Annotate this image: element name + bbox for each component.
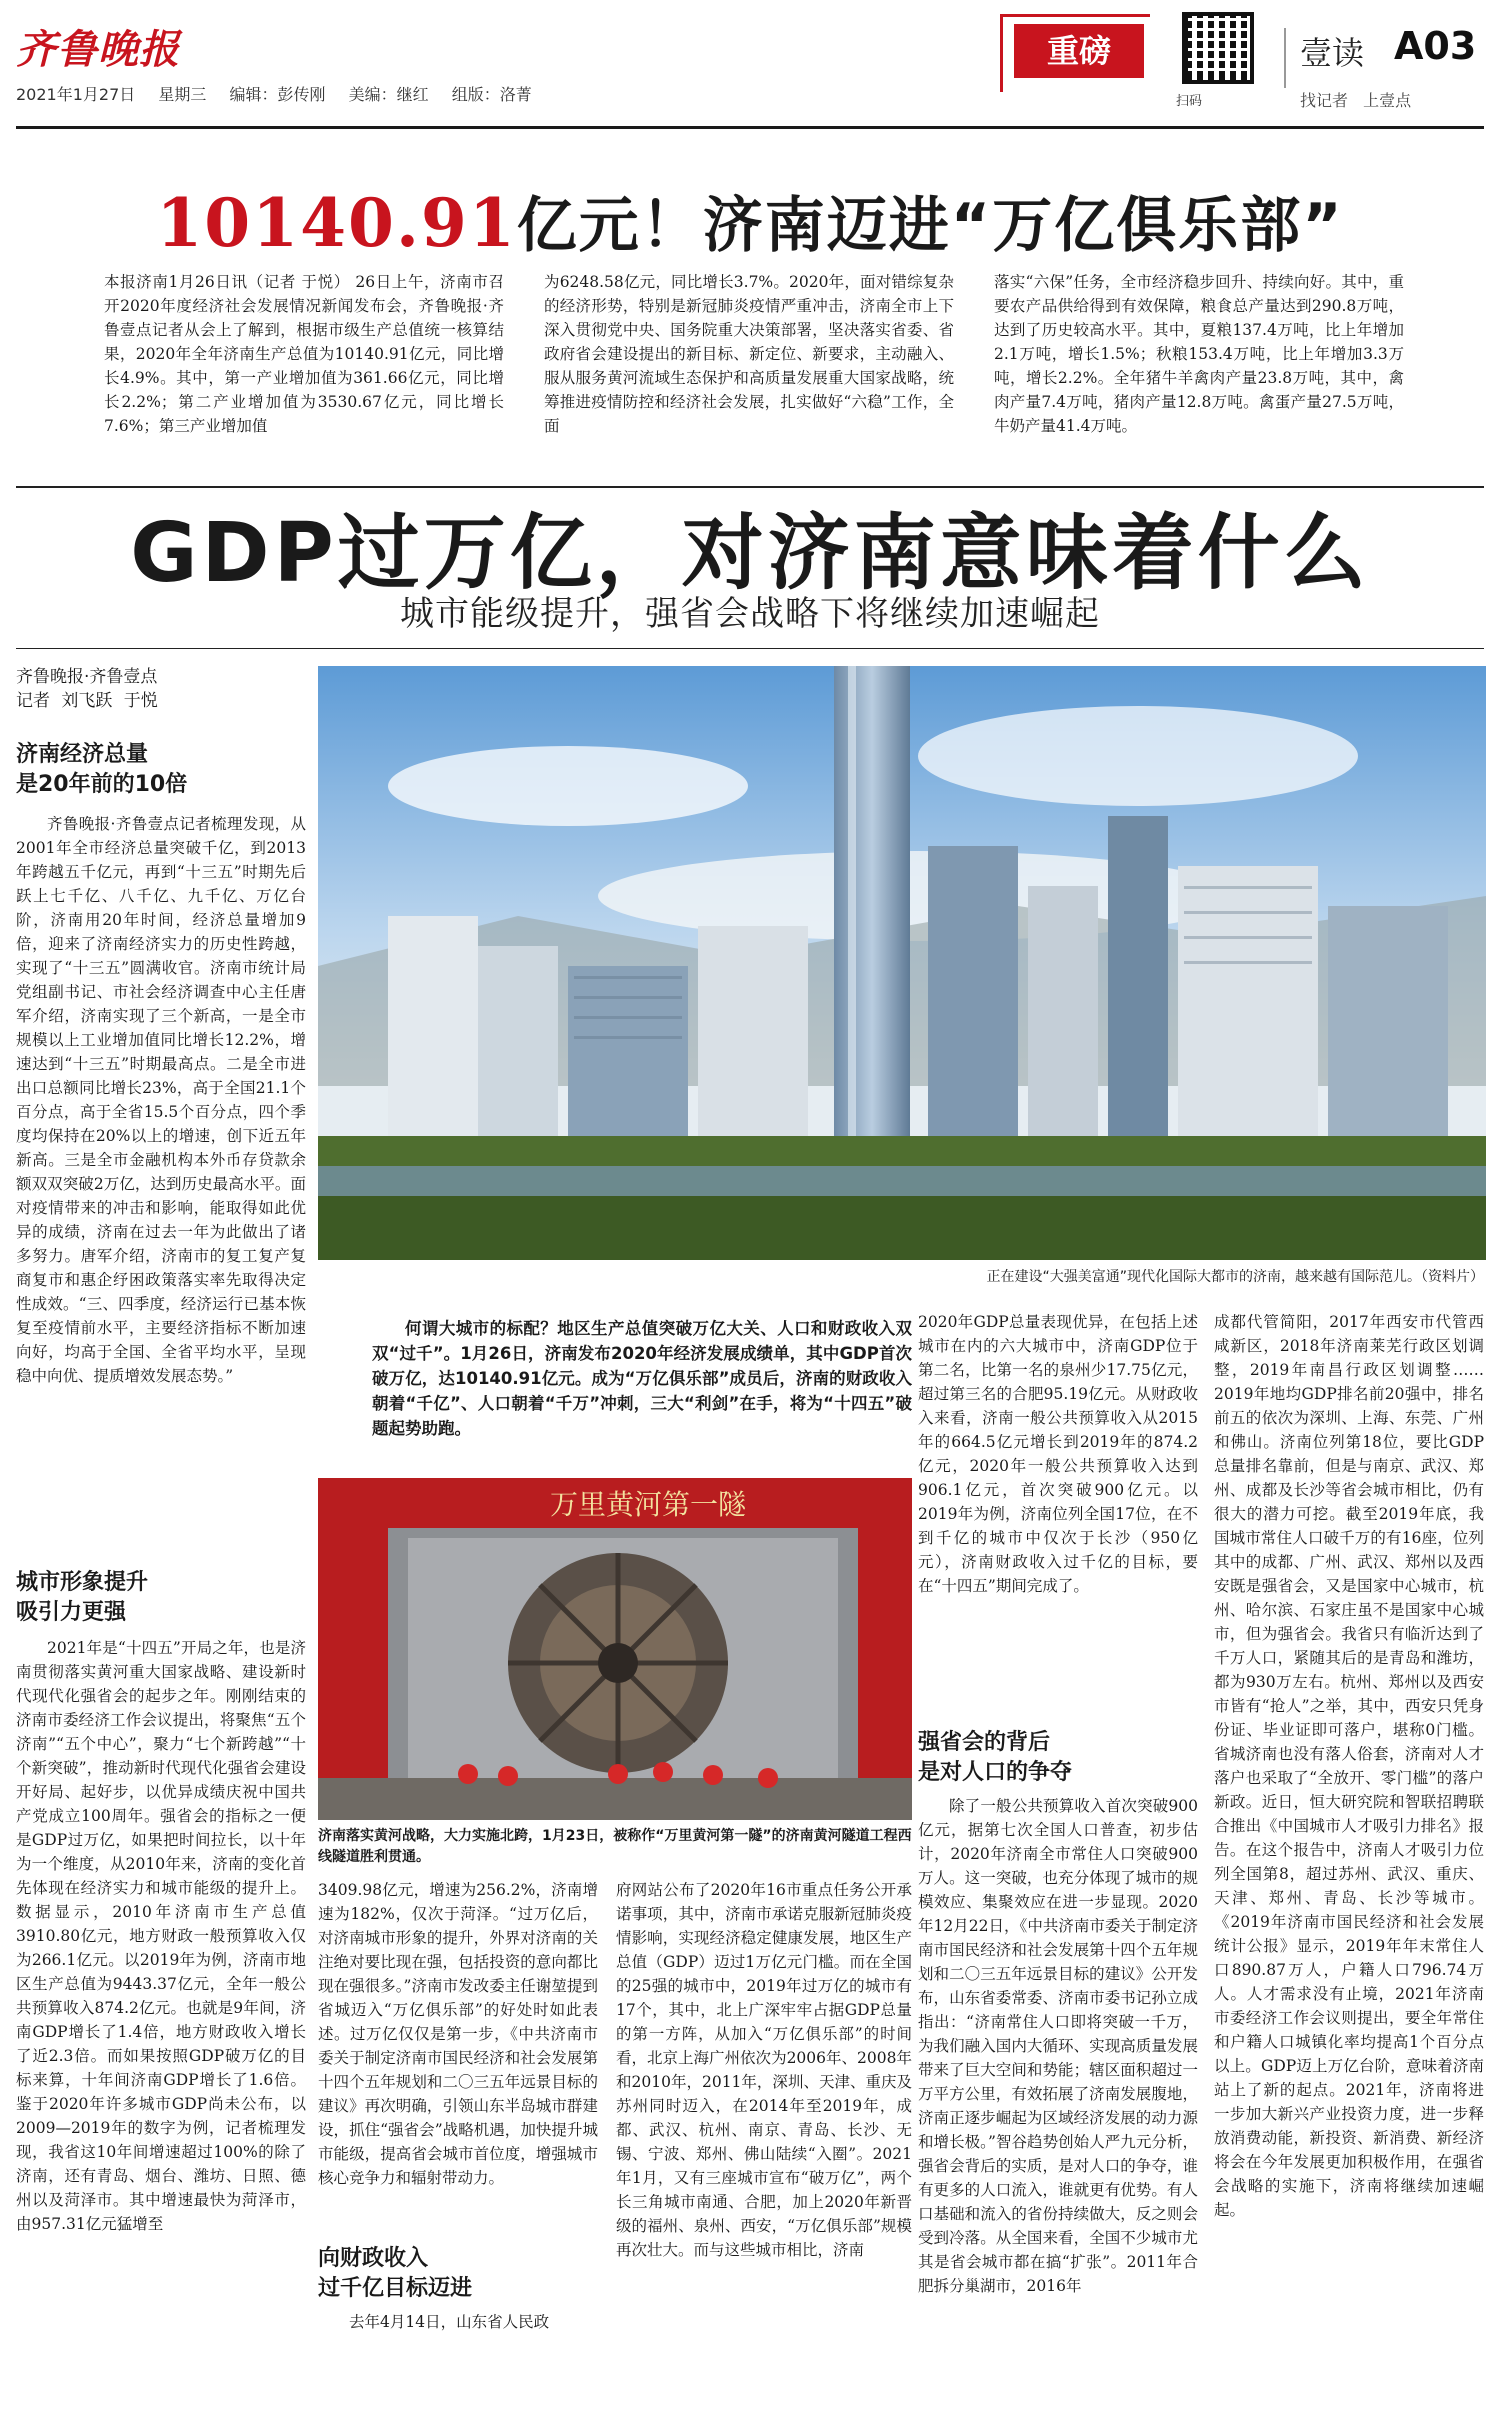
mid-col-tail: 去年4月14日，山东省人民政 (349, 2313, 550, 2331)
story1-headline (0, 178, 1500, 264)
byline-names: 记者 刘飞跃 于悦 (16, 691, 158, 711)
story2-lede: 何谓大城市的标配？地区生产总值突破万亿大关、人口和财政收入双双“过千”。1月26日，济南发布2020年经济发展成绩单，其中GDP首次破万亿，达10140.91亿元。成为“万亿俱乐部”成员后，济南的财政收入朝着“千亿”、人口朝着“千万”冲刺，三大“利剑”在手，将为“十四五”破题起势助跑。 (372, 1319, 912, 1438)
art-credit: 美编：继红 (348, 85, 429, 104)
section-name: 壹读 (1300, 34, 1365, 72)
story1-col1: 本报济南1月26日讯（记者 于悦） 26日上午，济南市召开2020年度经济社会发展情况新闻发布会，齐鲁晚报·齐鲁壹点记者从会上了解到，根据市级生产总值统一核算结果，2020年全年济南生产总值为10140.91亿元，同比增长4.9%。其中，第一产业增加值为361.66亿元，同比增长2.2%；第二产业增加值为3530.67亿元，同比增长7.6%；第三产业增加值 (104, 273, 504, 435)
right-col-text-2: 除了一般公共预算收入首次突破900亿元，据第七次全国人口普查，初步估计，2020年济南全市常住人口突破900万人。这一突破，也充分体现了城市的规模效应、集聚效应在进一步显现。2020年12月22日，《中共济南市委关于制定济南市国民经济和社会发展第十四个五年规划和二〇三五年远景目标的建议》公开发布，山东省委常委、济南市委书记孙立成指出：“济南常住人口即将突破一千万，为我们融入国内大循环、实现高质量发展带来了巨大空间和势能；辖区面积超过一万平方公里，有效拓展了济南发展腹地，济南正逐步崛起为区域经济发展的动力源和增长极。”智谷趋势创始人严九元分析，强省会背后的实质，是对人口的争夺，谁有更多的人口流入，谁就更有优势。有人口基础和流入的省份持续做大，反之则会受到冷落。从全国来看，全国不少城市尤其是省会城市都在搞“扩张”。2011年合肥拆分巢湖市，2016年 (918, 1797, 1198, 2295)
section-tag: 重磅 (1014, 24, 1144, 78)
subhead-divider (16, 648, 1484, 649)
subhead-3: 向财政收入 过千亿目标迈进 (318, 2246, 473, 2301)
story2-subheadline: 城市能级提升，强省会战略下将继续加速崛起 (400, 594, 1100, 634)
subhead-1: 济南经济总量 是20年前的10倍 (16, 742, 188, 797)
headline-number: 10140.91 (156, 184, 517, 262)
byline-org: 齐鲁晚报·齐鲁壹点 (16, 667, 158, 687)
mid-col-text-1: 3409.98亿元，增速为256.2%，济南增速为182%，仅次于菏泽。“过万亿后，对济南城市形象的提升，外界对济南的关注绝对要比现在强，包括投资的意向都比现在强很多。”济南市发改委主任谢堃提到省城迈入“万亿俱乐部”的好处时如此表述。过万亿仅仅是第一步，《中共济南市委关于制定济南市国民经济和社会发展第十四个五年规划和二〇三五年远景目标的建议》再次明确，引领山东半岛城市群建设，抓住“强省会”战略机遇，加快提升城市能级，提高省会城市首位度，增强城市核心竞争力和辐射带动力。 (318, 1881, 598, 2187)
layout-credit: 组版：洛菁 (451, 85, 532, 104)
editor-credit: 编辑：彭传刚 (229, 85, 326, 104)
photo2-caption: 济南落实黄河战略，大力实施北跨，1月23日，被称作“万里黄河第一隧”的济南黄河隧道工程西线隧道胜利贯通。 (318, 1828, 912, 1865)
qr-caption: 扫码 (1176, 94, 1203, 109)
newspaper-logo: 齐鲁晚报 (16, 26, 180, 73)
photo1-caption: 正在建设“大强美富通”现代化国际大都市的济南，越来越有国际范儿。（资料片） (986, 1269, 1484, 1285)
reporter-credit: 找记者 上壹点 (1300, 91, 1412, 110)
issue-date: 2021年1月27日 (16, 85, 136, 104)
headline-text: 亿元！济南迈进“万亿俱乐部” (516, 191, 1344, 261)
right-col-text-3: 成都代管简阳，2017年西安市代管西咸新区，2018年济南莱芜行政区划调整，2019年南昌行政区划调整……2019年地均GDP排名前20强中，排名前五的依次为深圳、上海、东莞、广州和佛山。济南位列第18位，要比GDP总量排名靠前，但是与南京、武汉、郑州、成都及长沙等省会城市相比，仍有很大的潜力可挖。截至2019年底，我国城市常住人口破千万的有16座，位列其中的成都、广州、武汉、郑州以及西安既是强省会，又是国家中心城市，杭州、哈尔滨、石家庄虽不是国家中心城市，但为强省会。我省只有临沂达到了千万人口，紧随其后的是青岛和潍坊，都为930万左右。杭州、郑州以及西安市皆有“抢人”之举，其中，西安只凭身份证、毕业证即可落户，堪称0门槛。省城济南也没有落人俗套，济南对人才落户也采取了“全放开、零门槛”的落户新政。近日，恒大研究院和智联招聘联合推出《中国城市人才吸引力排名》报告。在这个报告中，济南人才吸引力位列全国第8，超过苏州、武汉、重庆、天津、郑州、青岛、长沙等城市。《2019年济南市国民经济和社会发展统计公报》显示，2019年年末常住人口890.87万人，户籍人口796.74万人。人才需求没有止境，2021年济南市委经济工作会议则提出，要全年常住和户籍人口城镇化率均提高1个百分点以上。GDP迈上万亿台阶，意味着济南站上了新的起点。2021年，济南将进一步加大新兴产业投资力度，进一步释放消费动能，新投资、新消费、新经济将会在今年发展更加积极作用，在强省会战略的实施下，济南将继续加速崛起。 (1214, 1313, 1484, 2219)
header-divider (1284, 28, 1286, 88)
mid-col-text-2: 府网站公布了2020年16市重点任务公开承诺事项，其中，济南市承诺克服新冠肺炎疫情影响，实现经济稳定健康发展，地区生产总值（GDP）迈过1万亿元门槛。而在全国的25强的城市中，2019年过万亿的城市有17个，其中，北上广深牢牢占据GDP总量的第一方阵，从加入“万亿俱乐部”的时间看，北京上海广州依次为2006年、2008年和2010年，2011年，深圳、天津、重庆及苏州同时迈入，在2014年至2019年，成都、武汉、杭州、南京、青岛、长沙、无锡、宁波、郑州、佛山陆续“入圈”。2021年1月，又有三座城市宣布“破万亿”，两个长三角城市南通、合肥，加上2020年新晋级的福州、泉州、西安，“万亿俱乐部”规模再次壮大。而与这些城市相比，济南 (616, 1881, 912, 2259)
skyline-illustration (318, 666, 1486, 1260)
left-col-text-1: 齐鲁晚报·齐鲁壹点记者梳理发现，从2001年全市经济总量突破千亿，到2013年跨越五千亿元，再到“十三五”时期先后跃上七千亿、八千亿、九千亿、万亿台阶，济南用20年时间，经济总量增加9倍，迎来了济南经济实力的历史性跨越，实现了“十三五”圆满收官。济南市统计局党组副书记、市社会经济调查中心主任唐军介绍，济南实现了三个新高，一是全市规模以上工业增加值同比增长12.2%，增速达到“十三五”时期最高点。二是全市进出口总额同比增长23%，高于全国21.1个百分点，高于全省15.5个百分点，四个季度均保持在20%以上的增速，创下近五年新高。三是全市金融机构本外币存贷款余额双双突破2万亿，达到历史最高水平。面对疫情带来的冲击和影响，能取得如此优异的成绩，济南在过去一年为此做出了诸多努力。唐军介绍，济南市的复工复产复商复市和惠企纾困政策落实率先取得决定性成效。“三、四季度，经济运行已基本恢复至疫情前水平，主要经济指标不断加速向好，均高于全国、全省平均水平，呈现稳中向优、提质增效发展态势。” (16, 815, 306, 1385)
story1-col3: 落实“六保”任务，全市经济稳步回升、持续向好。其中，重要农产品供给得到有效保障，粮食总产量达到290.8万吨，达到了历史较高水平。其中，夏粮137.4万吨，比上年增加2.1万吨，增长1.5%；秋粮153.4万吨，比上年增加3.3万吨，增长2.2%。全年猪牛羊禽肉产量23.8万吨，其中，禽肉产量7.4万吨，猪肉产量12.8万吨。禽蛋产量27.5万吨，牛奶产量41.4万吨。 (994, 273, 1404, 435)
masthead-rule (16, 126, 1484, 129)
issue-meta (16, 82, 550, 105)
issue-weekday: 星期三 (158, 85, 207, 104)
tunnel-banner-text: 万里黄河第一隧 (549, 1488, 747, 1521)
subhead-2: 城市形象提升 吸引力更强 (16, 1570, 149, 1625)
qr-pattern (1188, 18, 1248, 78)
tunnel-photo (318, 1478, 912, 1820)
story1-col2: 为6248.58亿元，同比增长3.7%。2020年，面对错综复杂的经济形势，特别是新冠肺炎疫情严重冲击，济南全市上下深入贯彻党中央、国务院重大决策部署，坚决落实省委、省政府省会建设提出的新目标、新定位、新要求，主动融入、服从服务黄河流域生态保护和高质量发展重大国家战略，统筹推进疫情防控和经济社会发展，扎实做好“六稳”工作，全面 (544, 273, 954, 435)
right-col-text-1: 2020年GDP总量表现优异，在包括上述城市在内的六大城市中，济南GDP位于第二名，比第一名的泉州少17.75亿元，超过第三名的合肥95.19亿元。从财政收入来看，济南一般公共预算收入从2015年的664.5亿元增长到2019年的874.2亿元，2020年一般公共预算收入达到906.1亿元，首次突破900亿元。以2019年为例，济南位列全国17位，在不到千亿的城市中仅次于长沙（950亿元），济南财政收入过千亿的目标，要在“十四五”期间完成了。 (918, 1313, 1198, 1595)
story2-headline: GDP过万亿，对济南意味着什么 (130, 506, 1370, 601)
city-skyline-photo (318, 666, 1486, 1260)
left-col-text-2: 2021年是“十四五”开局之年，也是济南贯彻落实黄河重大国家战略、建设新时代现代化强省会的起步之年。刚刚结束的济南市委经济工作会议提出，将聚焦“五个济南”“五个中心”，聚力“七个新跨越”“十个新突破”，推动新时代现代化强省会建设开好局、起好步，以优异成绩庆祝中国共产党成立100周年。强省会的指标之一便是GDP过万亿，如果把时间拉长，以十年为一个维度，从2010年来，济南的变化首先体现在经济实力和城市能级的提升上。数据显示，2010年济南市生产总值3910.80亿元，地方财政一般预算收入仅为266.1亿元。以2019年为例，济南市地区生产总值为9443.37亿元，全年一般公共预算收入874.2亿元。也就是9年间，济南GDP增长了1.4倍，地方财政收入增长了近2.3倍。而如果按照GDP破万亿的目标来算，十年间济南GDP增长了1.6倍。鉴于2020年许多城市GDP尚未公布，以2009—2019年的数字为例，记者梳理发现，我省这10年间增速超过100%的除了济南，还有青岛、烟台、潍坊、日照、德州以及菏泽市。其中增速最快为菏泽市，由957.31亿元猛增至 (16, 1639, 306, 2233)
page-number: A03 (1394, 24, 1477, 68)
subhead-4: 强省会的背后 是对人口的争夺 (918, 1730, 1073, 1785)
tunnel-illustration (318, 1478, 912, 1820)
